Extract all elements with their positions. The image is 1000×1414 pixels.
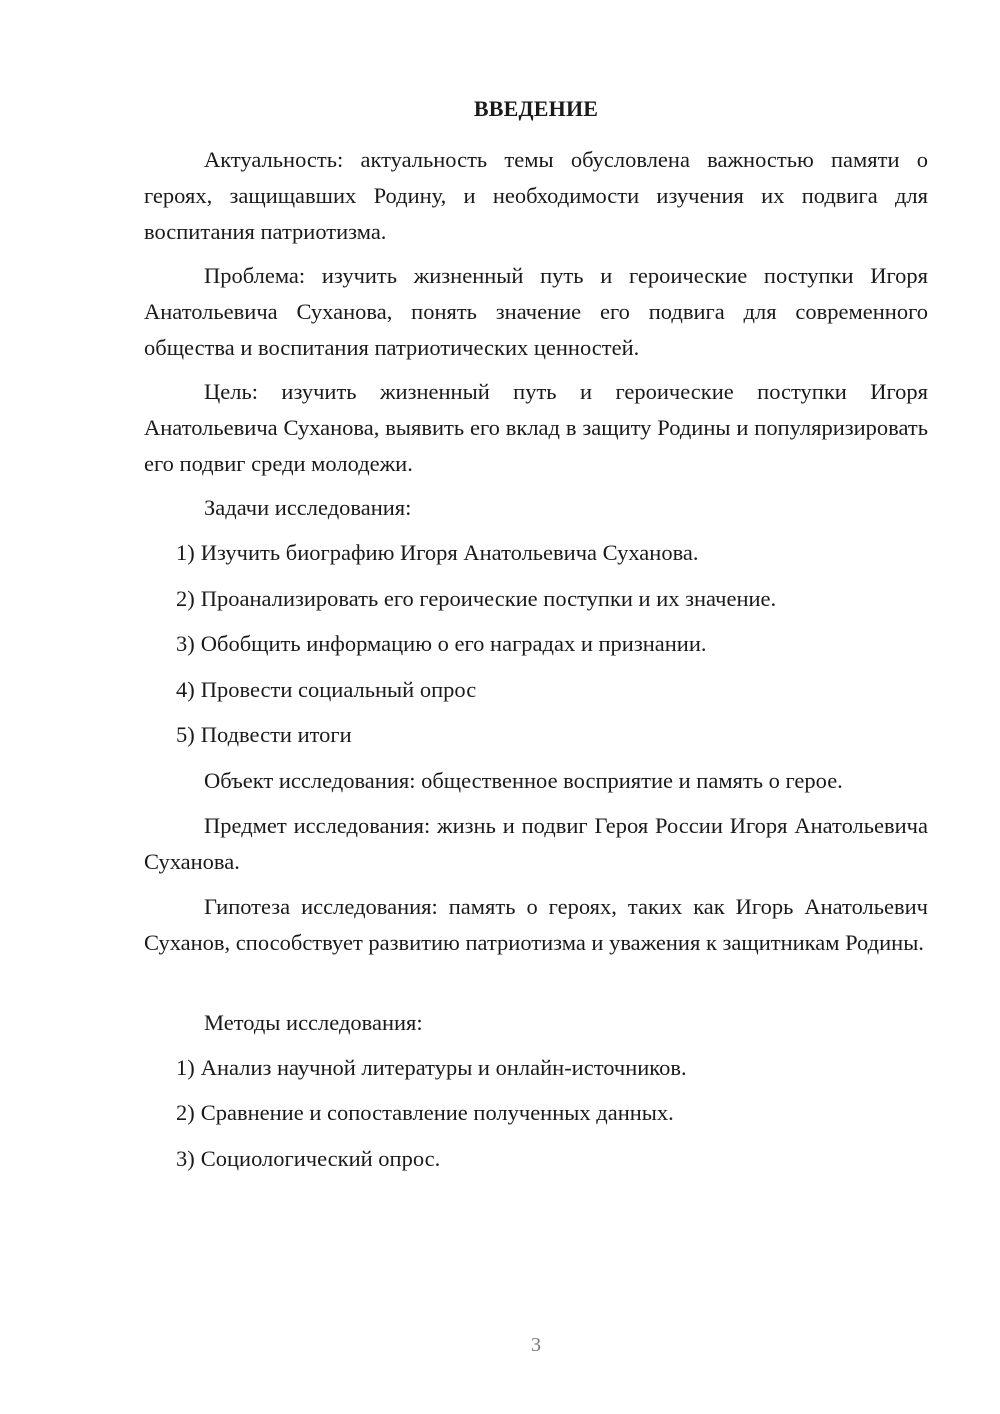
method-item-3 <box>176 1141 928 1177</box>
task-text: Обобщить информацию о его наградах и признании. <box>200 631 707 656</box>
method-number: 1) <box>176 1055 195 1080</box>
task-number: 5) <box>176 722 195 747</box>
method-text: Анализ научной литературы и онлайн-источников. <box>200 1055 687 1080</box>
paragraph-hypothesis: Гипотеза исследования: память о героях, таких как Игорь Анатольевич Суханов, способствует развитию патриотизма и уважения к защитникам Родины. <box>144 894 928 955</box>
methods-heading: Методы исследования: <box>204 1010 423 1035</box>
task-text: Проанализировать его героические поступки и их значение. <box>200 586 777 611</box>
task-number: 2) <box>176 586 195 611</box>
task-item-2 <box>176 581 928 617</box>
paragraph-object: Объект исследования: общественное восприятие и память о герое. <box>204 768 843 793</box>
paragraph-goal: Цель: изучить жизненный путь и героические поступки Игоря Анатольевича Суханова, выявить его вклад в защиту Родины и популяризировать его подвиг среди молодежи. <box>144 379 928 476</box>
paragraph-actuality: Актуальность: актуальность темы обусловлена важностью памяти о героях, защищавших Родину, и необходимости изучения их подвига для воспитания патриотизма. <box>144 147 928 244</box>
task-number: 1) <box>176 540 195 565</box>
task-text: Изучить биографию Игоря Анатольевича Суханова. <box>200 540 699 565</box>
task-text: Провести социальный опрос <box>200 677 477 702</box>
method-text: Социологический опрос. <box>200 1146 441 1171</box>
task-item-3 <box>176 626 928 662</box>
task-item-4 <box>176 672 928 708</box>
method-item-1 <box>176 1050 928 1086</box>
method-text: Сравнение и сопоставление полученных данных. <box>200 1100 674 1125</box>
page-title: ВВЕДЕНИЕ <box>473 96 599 121</box>
task-number: 3) <box>176 631 195 656</box>
task-number: 4) <box>176 677 195 702</box>
paragraph-problem: Проблема: изучить жизненный путь и героические поступки Игоря Анатольевича Суханова, понять значение его подвига для современного общества и воспитания патриотических ценностей. <box>144 263 928 360</box>
task-text: Подвести итоги <box>200 722 352 747</box>
paragraph-subject: Предмет исследования: жизнь и подвиг Героя России Игоря Анатольевича Суханова. <box>144 813 928 874</box>
method-number: 2) <box>176 1100 195 1125</box>
page-number: 3 <box>531 1334 541 1356</box>
tasks-heading: Задачи исследования: <box>204 495 412 520</box>
method-item-2 <box>176 1095 928 1131</box>
task-item-1 <box>176 535 928 571</box>
task-item-5 <box>176 717 928 753</box>
method-number: 3) <box>176 1146 195 1171</box>
